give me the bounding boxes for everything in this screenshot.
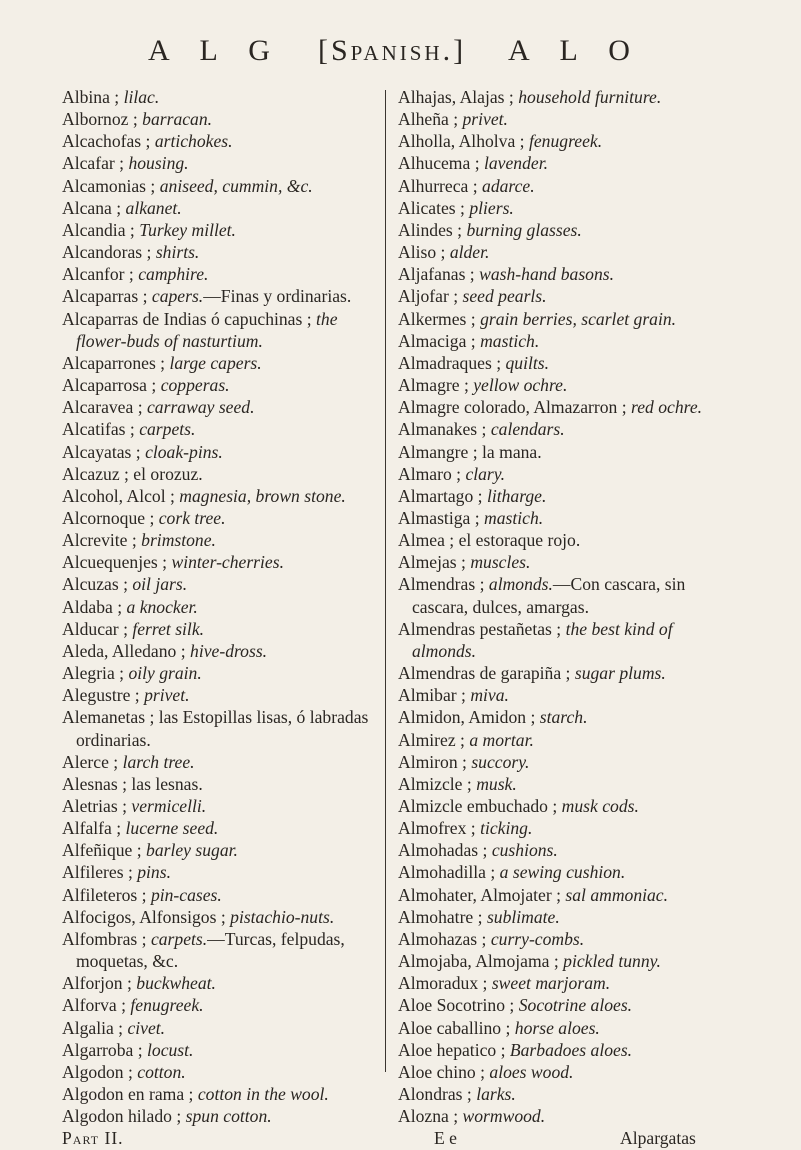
dictionary-entry [62,861,374,883]
dictionary-entry [62,108,374,130]
english-translation: privet. [144,685,190,706]
english-translation: magnesia, brown stone. [179,485,346,506]
running-header [0,34,801,78]
dictionary-entry [398,130,723,152]
english-translation: winter-cherries. [171,552,284,573]
dictionary-entry [62,817,374,839]
dictionary-entry [62,308,374,352]
spanish-term: Aleda, Alledano ; [62,640,186,661]
english-translation: pistachio-nuts. [230,906,335,927]
english-translation: cotton. [137,1061,186,1082]
dictionary-entry [398,729,723,751]
spanish-term: Aloe caballino ; [398,1017,511,1038]
english-translation: alkanet. [125,197,182,218]
english-translation: starch. [539,707,588,728]
english-translation: litharge. [486,485,547,506]
spanish-term: Alfeñique ; [62,840,142,861]
dictionary-entry [62,197,374,219]
dictionary-entry [398,751,723,773]
dictionary-entry [62,263,374,285]
english-translation: mastich. [480,330,540,351]
dictionary-entry [62,618,374,640]
dictionary-entry [62,241,374,263]
dictionary-entry [62,1061,374,1083]
spanish-term: Alcaravea ; [62,397,143,418]
dictionary-entry [398,308,723,330]
english-translation: succory. [471,751,530,772]
column-divider [385,90,386,1072]
dictionary-entry [398,1061,723,1083]
dictionary-entry [62,640,374,662]
spanish-term: Alfileres ; [62,862,133,883]
spanish-term: Almoradux ; [398,973,488,994]
spanish-term: Almizcle ; [398,773,472,794]
english-translation: sugar plums. [574,663,666,684]
spanish-term: Alemanetas ; las Estopillas lisas, ó labradas ordinarias. [62,707,369,750]
english-translation: fenugreek. [528,131,603,152]
dictionary-entry [398,839,723,861]
dictionary-entry [62,884,374,906]
spanish-term: Almiron ; [398,751,467,772]
english-translation: curry-combs. [490,928,585,949]
english-translation: musk. [476,773,517,794]
spanish-term: Almaciga ; [398,330,476,351]
english-translation: cloak-pins. [145,441,223,462]
dictionary-entry [398,618,723,662]
dictionary-entry [398,175,723,197]
english-translation: spun cotton. [185,1106,272,1127]
dictionary-entry [62,928,374,972]
dictionary-entry [398,152,723,174]
spanish-term: Almangre ; la mana. [398,441,542,462]
dictionary-entry [62,906,374,928]
spanish-term: Almohatre ; [398,906,483,927]
english-translation: grain berries, scarlet grain. [480,308,677,329]
dictionary-entry [398,418,723,440]
dictionary-entry [62,463,374,485]
spanish-term: Almaro ; [398,463,462,484]
spanish-term: Alindes ; [398,219,463,240]
english-translation: pins. [137,862,171,883]
english-translation: the best kind of almonds. [412,618,673,661]
dictionary-entry [62,374,374,396]
spanish-term: Alhajas, Alajas ; [398,87,514,107]
dictionary-entry [398,507,723,529]
dictionary-entry [398,197,723,219]
english-translation: lavender. [484,153,549,174]
english-translation: a mortar. [469,729,534,750]
english-translation: oily grain. [128,663,202,684]
dictionary-entry [62,684,374,706]
spanish-term: Almea ; el estoraque rojo. [398,530,581,551]
spanish-term: Alcaparras de Indias ó capuchinas ; [62,308,312,329]
spanish-term: Alozna ; [398,1106,459,1127]
spanish-term: Almendras pestañetas ; [398,618,562,639]
english-translation: calendars. [490,419,565,440]
spanish-term: Almohadas ; [398,840,488,861]
spanish-term: Alcafar ; [62,153,125,174]
dictionary-entry [398,1017,723,1039]
dictionary-entry [62,418,374,440]
english-translation: cork tree. [158,507,226,528]
dictionary-entry [398,463,723,485]
spanish-term: Aloe hepatico ; [398,1039,506,1060]
dictionary-entry [62,1083,374,1105]
spanish-term: Almofrex ; [398,818,476,839]
english-translation: miva. [470,685,509,706]
english-translation: a knocker. [126,596,198,617]
spanish-term: Alforjon ; [62,973,132,994]
entry-note: —Con cascara, sin cascara, dulces, amargas. [412,574,686,617]
english-translation: barley sugar. [146,840,238,861]
english-translation: capers. [151,286,204,307]
dictionary-entry [398,396,723,418]
dictionary-entry [62,130,374,152]
spanish-term: Aljafanas ; [398,264,475,285]
footer-right [398,1127,723,1149]
spanish-term: Almendras ; [398,574,485,595]
english-translation: lucerne seed. [125,818,219,839]
spanish-term: Alcaparrones ; [62,352,166,373]
english-translation: aloes wood. [489,1061,574,1082]
english-translation: civet. [127,1017,166,1038]
dictionary-entry [62,86,374,108]
spanish-term: Alfocigos, Alfonsigos ; [62,906,226,927]
spanish-term: Aldaba ; [62,596,123,617]
dictionary-entry [62,994,374,1016]
dictionary-entry [398,773,723,795]
english-translation: household furniture. [518,87,662,107]
dictionary-entry [62,551,374,573]
dictionary-entry [398,1039,723,1061]
english-translation: the flower-buds of nasturtium. [76,308,338,351]
spanish-term: Albina ; [62,87,120,107]
spanish-term: Alcandoras ; [62,242,152,263]
spanish-term: Aloe chino ; [398,1061,485,1082]
dictionary-entry [62,152,374,174]
english-translation: sal ammoniac. [565,884,669,905]
spanish-term: Alcatifas ; [62,419,135,440]
english-translation: ferret silk. [132,618,205,639]
spanish-term: Alcazuz ; el orozuz. [62,463,203,484]
spanish-term: Alondras ; [398,1084,472,1105]
dictionary-entry [62,529,374,551]
english-translation: larch tree. [122,751,195,772]
entry-note: —Turcas, felpudas, moquetas, &c. [76,928,345,972]
english-translation: seed pearls. [462,286,547,307]
dictionary-entry [398,1083,723,1105]
dictionary-entry [62,573,374,595]
dictionary-entry [398,950,723,972]
dictionary-entry [398,928,723,950]
spanish-term: Alegustre ; [62,685,140,706]
dictionary-entry [398,884,723,906]
dictionary-entry [62,396,374,418]
english-translation: oil jars. [132,574,188,595]
english-translation: sublimate. [486,906,560,927]
spanish-term: Almizcle embuchado ; [398,796,558,816]
spanish-term: Albornoz ; [62,109,138,130]
dictionary-entry [398,817,723,839]
spanish-term: Almartago ; [398,485,483,506]
english-translation: artichokes. [154,131,233,152]
footer-part-label: Part II. [62,1128,124,1149]
spanish-term: Almirez ; [398,729,465,750]
english-translation: carraway seed. [147,397,255,418]
spanish-term: Alfalfa ; [62,818,122,839]
dictionary-entry [398,529,723,551]
dictionary-entry [62,441,374,463]
english-translation: pliers. [469,197,514,218]
dictionary-entry [398,861,723,883]
entry-note: —Finas y ordinarias. [203,286,352,307]
spanish-term: Alkermes ; [398,308,476,329]
english-translation: wormwood. [462,1106,546,1127]
dictionary-entry [398,263,723,285]
english-translation: mastich. [484,507,544,528]
spanish-term: Alcuequenjes ; [62,552,168,573]
spanish-term: Almejas ; [398,552,466,573]
spanish-term: Alesnas ; las lesnas. [62,773,203,794]
dictionary-entry [62,1017,374,1039]
dictionary-entry [62,795,374,817]
spanish-term: Almidon, Amidon ; [398,707,536,728]
english-translation: aniseed, cummin, &c. [159,175,313,196]
english-translation: large capers. [169,352,262,373]
spanish-term: Almohater, Almojater ; [398,884,561,905]
dictionary-entry [398,994,723,1016]
right-column [398,86,723,1149]
english-translation: copperas. [160,375,230,396]
spanish-term: Almadraques ; [398,352,502,373]
dictionary-entry [62,662,374,684]
spanish-term: Alcaparras ; [62,286,148,307]
english-translation: yellow ochre. [473,375,568,396]
dictionary-entry [62,706,374,750]
spanish-term: Almanakes ; [398,419,487,440]
english-translation: adarce. [482,175,535,196]
english-translation: burning glasses. [466,219,582,240]
spanish-term: Alcuzas ; [62,574,128,595]
dictionary-entry [62,972,374,994]
english-translation: cotton in the wool. [197,1084,329,1105]
dictionary-entry [62,1039,374,1061]
dictionary-entry [398,330,723,352]
english-translation: buckwheat. [136,973,216,994]
dictionary-entry [398,1105,723,1127]
dictionary-entry [398,684,723,706]
spanish-term: Alcana ; [62,197,122,218]
spanish-term: Algalia ; [62,1017,124,1038]
catchword: Alpargatas [620,1128,696,1149]
spanish-term: Almendras de garapiña ; [398,663,571,684]
english-translation: Socotrine aloes. [518,995,633,1016]
spanish-term: Alhucema ; [398,153,480,174]
spanish-term: Alcrevite ; [62,530,137,551]
spanish-term: Almagre ; [398,375,469,396]
spanish-term: Alcornoque ; [62,507,155,528]
spanish-term: Aletrias ; [62,796,127,816]
spanish-term: Alducar ; [62,618,128,639]
english-translation: shirts. [155,242,200,263]
spanish-term: Alheña ; [398,109,459,130]
spanish-term: Alcanfor ; [62,264,134,285]
english-translation: Barbadoes aloes. [509,1039,633,1060]
english-translation: horse aloes. [514,1017,600,1038]
spanish-term: Alerce ; [62,751,119,772]
spanish-term: Aloe Socotrino ; [398,995,515,1016]
spanish-term: Algarroba ; [62,1039,143,1060]
english-translation: fenugreek. [130,995,204,1016]
signature-mark: E e [434,1128,457,1149]
dictionary-entry [62,773,374,795]
spanish-term: Algodon hilado ; [62,1106,182,1127]
english-translation: sweet marjoram. [491,973,611,994]
english-translation: wash-hand basons. [479,264,615,285]
dictionary-entry [398,441,723,463]
english-translation: quilts. [505,352,550,373]
english-translation: locust. [147,1039,194,1060]
spanish-term: Alicates ; [398,197,465,218]
english-translation: red ochre. [631,397,703,418]
english-translation: Turkey millet. [139,219,236,240]
english-translation: larks. [476,1084,516,1105]
dictionary-entry [62,285,374,307]
english-translation: housing. [128,153,189,174]
english-translation: hive-dross. [190,640,268,661]
english-translation: pin-cases. [150,884,222,905]
header-center: [Spanish.] [318,34,467,67]
dictionary-entry [398,706,723,728]
dictionary-entry [62,485,374,507]
spanish-term: Almohazas ; [398,928,487,949]
dictionary-entry [62,839,374,861]
spanish-term: Alcaparrosa ; [62,375,157,396]
english-translation: ticking. [480,818,533,839]
dictionary-entry [398,972,723,994]
english-translation: carpets. [139,419,196,440]
english-translation: barracan. [142,109,213,130]
header-right: A L O [508,34,642,67]
spanish-term: Alcandia ; [62,219,135,240]
spanish-term: Aljofar ; [398,286,459,307]
dictionary-entry [398,108,723,130]
english-translation: clary. [465,463,506,484]
spanish-term: Alcayatas ; [62,441,141,462]
spanish-term: Algodon ; [62,1061,133,1082]
english-translation: brimstone. [141,530,216,551]
dictionary-entry [398,573,723,617]
english-translation: privet. [462,109,508,130]
dictionary-entry [62,175,374,197]
dictionary-entry [398,241,723,263]
spanish-term: Almojaba, Almojama ; [398,951,559,972]
spanish-term: Almastiga ; [398,507,480,528]
dictionary-entry [398,219,723,241]
spanish-term: Alcamonias ; [62,175,156,196]
dictionary-entry [62,596,374,618]
spanish-term: Alholla, Alholva ; [398,131,525,152]
spanish-term: Alcachofas ; [62,131,151,152]
english-translation: alder. [449,242,490,263]
spanish-term: Alhurreca ; [398,175,478,196]
english-translation: cushions. [491,840,558,861]
dictionary-entry [62,219,374,241]
english-translation: musk cods. [561,796,639,816]
dictionary-entry [398,662,723,684]
english-translation: a sewing cushion. [499,862,626,883]
spanish-term: Alcohol, Alcol ; [62,485,175,506]
english-translation: camphire. [138,264,209,285]
english-translation: lilac. [123,87,160,107]
spanish-term: Alfileteros ; [62,884,147,905]
dictionary-entry [398,285,723,307]
spanish-term: Almagre colorado, Almazarron ; [398,397,627,418]
dictionary-entry [398,374,723,396]
dictionary-entry [62,507,374,529]
dictionary-entry [398,906,723,928]
spanish-term: Almohadilla ; [398,862,496,883]
left-column [62,86,374,1150]
dictionary-entry [398,551,723,573]
dictionary-entry [398,485,723,507]
english-translation: carpets. [150,928,208,949]
dictionary-entry [62,751,374,773]
english-translation: almonds. [488,574,553,595]
dictionary-entry [62,352,374,374]
english-translation: muscles. [470,552,531,573]
spanish-term: Alegria ; [62,663,125,684]
spanish-term: Aliso ; [398,242,446,263]
dictionary-entry [398,352,723,374]
spanish-term: Almibar ; [398,685,466,706]
spanish-term: Alfombras ; [62,928,147,949]
dictionary-entry [398,795,723,817]
dictionary-entry [62,1105,374,1127]
spanish-term: Alforva ; [62,995,127,1016]
english-translation: vermicelli. [131,796,207,816]
header-left: A L G [148,34,282,67]
dictionary-entry [398,86,723,108]
spanish-term: Algodon en rama ; [62,1084,194,1105]
english-translation: pickled tunny. [563,951,661,972]
